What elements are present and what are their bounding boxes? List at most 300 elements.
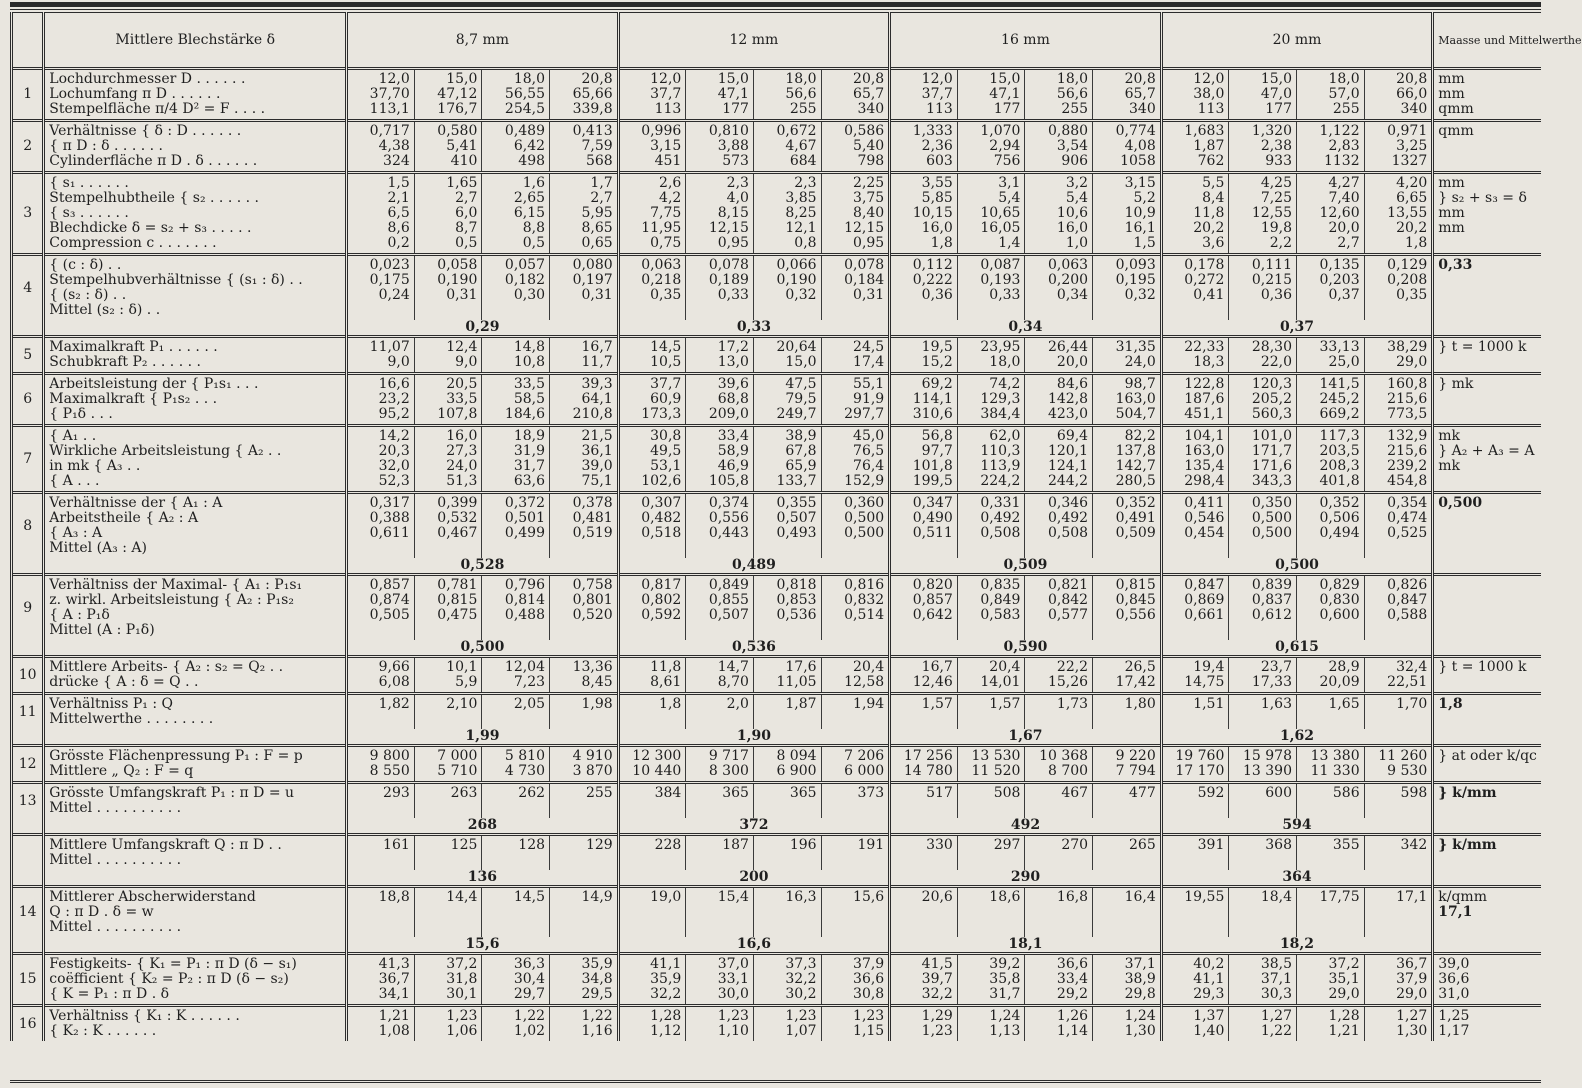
unit-line: 17,1 xyxy=(1438,904,1473,920)
value-cell xyxy=(957,337,1025,374)
value-cell xyxy=(1296,694,1364,730)
value-cell xyxy=(618,69,686,121)
value: 76,4 xyxy=(853,458,885,474)
value: 15,2 xyxy=(921,354,953,370)
value-cell xyxy=(1296,954,1364,1006)
value-cell xyxy=(414,121,482,173)
value: 8,4 xyxy=(1202,190,1225,206)
value: 1,80 xyxy=(1124,696,1156,712)
value: 191 xyxy=(857,837,885,853)
value: 0,505 xyxy=(369,607,410,623)
label-line: Mittlere „ Q₂ : F = q xyxy=(49,763,194,779)
value: 0,215 xyxy=(1251,272,1292,288)
value: 2,38 xyxy=(1260,138,1292,154)
value: 16,4 xyxy=(1124,889,1156,905)
value: 384,4 xyxy=(980,406,1021,422)
value: 31,8 xyxy=(446,971,478,987)
value: 0,815 xyxy=(437,592,478,608)
value-cell xyxy=(1296,173,1364,255)
value: 35,8 xyxy=(989,971,1021,987)
value: 0,31 xyxy=(853,287,885,303)
value: 451 xyxy=(654,153,682,169)
unit-line: } A₂ + A₃ = A xyxy=(1438,443,1535,459)
value: 18,0 xyxy=(1056,71,1089,87)
value: 20,5 xyxy=(446,376,478,392)
value: 1,65 xyxy=(1328,696,1360,712)
value: 297,7 xyxy=(844,406,885,422)
value: 2,05 xyxy=(513,696,546,712)
value: 7 000 xyxy=(437,748,478,764)
value-cell xyxy=(1093,337,1162,374)
units-cell xyxy=(1433,255,1541,321)
value: 37,3 xyxy=(785,956,817,972)
value: 32,0 xyxy=(378,458,410,474)
value: 0,826 xyxy=(1387,577,1428,593)
value: 0,355 xyxy=(776,495,817,511)
value: 3 870 xyxy=(572,763,613,779)
value-cell xyxy=(618,575,686,641)
value-cell xyxy=(550,493,619,559)
value: 17,33 xyxy=(1251,674,1292,690)
mean-row-r11 xyxy=(12,729,1542,746)
value: 0,8 xyxy=(794,235,817,251)
row-number-spacer xyxy=(12,870,44,887)
value: 0,857 xyxy=(369,577,410,593)
value: 1,07 xyxy=(785,1023,817,1039)
value: 0,190 xyxy=(776,272,817,288)
value-cell xyxy=(1025,426,1093,493)
value: 22,2 xyxy=(1056,659,1089,675)
value: 0,023 xyxy=(369,257,410,273)
value: 36,6 xyxy=(853,971,885,987)
value: 1,8 xyxy=(930,235,953,251)
value-cell xyxy=(1093,173,1162,255)
label-line: Mittlere Arbeits- { A₂ : s₂ = Q₂ . . xyxy=(49,659,284,675)
value: 20,6 xyxy=(921,889,953,905)
row-number: 10 xyxy=(12,657,44,694)
value-cell xyxy=(618,835,686,871)
value: 29,3 xyxy=(1193,986,1225,1002)
value: 1,5 xyxy=(387,175,410,191)
label-line: { s₁ . . . . . . xyxy=(49,175,129,191)
value: 74,2 xyxy=(989,376,1021,392)
value: 12,58 xyxy=(844,674,885,690)
value: 451,1 xyxy=(1184,406,1225,422)
value: 0,411 xyxy=(1184,495,1225,511)
label-line: Schubkraft P₂ . . . . . . xyxy=(49,354,201,370)
value: 0,378 xyxy=(572,495,613,511)
value-cell xyxy=(686,835,754,871)
value-cell xyxy=(686,746,754,783)
value: 5,95 xyxy=(581,205,613,221)
value: 0,5 xyxy=(455,235,478,251)
value: 19,8 xyxy=(1260,220,1292,236)
row-number: 3 xyxy=(12,173,44,255)
unit-line: } k/mm xyxy=(1438,837,1497,853)
value-cell xyxy=(821,69,890,121)
row-number: 2 xyxy=(12,121,44,173)
value: 0,855 xyxy=(708,592,749,608)
unit-line: 1,17 xyxy=(1438,1023,1470,1039)
label-line: Verhältniss der Maximal- { A₁ : P₁s₁ xyxy=(49,577,303,593)
value: 32,2 xyxy=(650,986,682,1002)
value: 0,218 xyxy=(641,272,682,288)
value: 177 xyxy=(993,101,1021,117)
label-line: { π D : δ . . . . . . xyxy=(49,138,163,154)
value: 177 xyxy=(1265,101,1292,117)
value: 33,4 xyxy=(717,428,749,444)
value-cell xyxy=(482,69,550,121)
value-cell xyxy=(1364,746,1433,783)
value-cell xyxy=(414,1006,482,1042)
value: 0,580 xyxy=(437,123,478,139)
value: 20,8 xyxy=(1396,71,1428,87)
table-row-r7 xyxy=(12,426,1542,493)
value-cell xyxy=(1364,426,1433,493)
value: 4,2 xyxy=(659,190,682,206)
group-mean: 0,37 xyxy=(1161,320,1433,337)
value-cell xyxy=(686,173,754,255)
value-cell xyxy=(347,337,415,374)
value-cell xyxy=(957,493,1025,559)
value-cell xyxy=(821,746,890,783)
label-line: Mittel . . . . . . . . . . xyxy=(49,852,182,868)
value: 0,500 xyxy=(1251,510,1292,526)
unit-line: mm xyxy=(1438,71,1465,87)
value: 184,6 xyxy=(504,406,546,422)
value: 0,501 xyxy=(504,510,546,526)
row-number: 7 xyxy=(12,426,44,493)
value: 16,0 xyxy=(1056,220,1089,236)
value: 0,32 xyxy=(1124,287,1156,303)
value-cell xyxy=(957,1006,1025,1042)
value: 2,3 xyxy=(794,175,817,191)
label-line: Verhältniss { K₁ : K . . . . . . xyxy=(49,1008,240,1024)
value: 6 900 xyxy=(776,763,817,779)
value: 60,9 xyxy=(650,391,682,407)
value-cell xyxy=(347,426,415,493)
group-mean: 0,29 xyxy=(347,320,619,337)
value-cell xyxy=(1229,374,1297,426)
value-cell xyxy=(1229,835,1297,871)
label-line: Q : π D . δ = w xyxy=(49,904,154,920)
value: 122,8 xyxy=(1184,376,1225,392)
header-label: Mittlere Blechstärke δ xyxy=(44,13,347,69)
value: 0,178 xyxy=(1184,257,1225,273)
value: 91,9 xyxy=(853,391,885,407)
value: 17,75 xyxy=(1319,889,1360,905)
value-cell xyxy=(618,337,686,374)
value: 0,352 xyxy=(1319,495,1360,511)
value: 9 530 xyxy=(1387,763,1428,779)
value: 0,317 xyxy=(369,495,410,511)
value-cell xyxy=(753,426,821,493)
value-cell xyxy=(821,835,890,871)
value: 0,65 xyxy=(581,235,613,251)
value: 0,135 xyxy=(1319,257,1360,273)
value-cell xyxy=(1296,374,1364,426)
value: 0,31 xyxy=(446,287,478,303)
value: 245,2 xyxy=(1319,391,1360,407)
value: 1,26 xyxy=(1056,1008,1089,1024)
value: 34,8 xyxy=(581,971,613,987)
value-cell xyxy=(347,694,415,730)
row-label xyxy=(44,694,347,730)
value-cell xyxy=(347,173,415,255)
value: 13 530 xyxy=(971,748,1021,764)
value: 0,35 xyxy=(650,287,682,303)
value: 75,1 xyxy=(581,473,613,489)
value-cell xyxy=(1296,887,1364,938)
value-cell xyxy=(414,374,482,426)
value: 38,9 xyxy=(785,428,817,444)
value: 0,832 xyxy=(844,592,885,608)
value: 5,9 xyxy=(455,674,478,690)
value: 37,7 xyxy=(921,86,953,102)
value: 0,95 xyxy=(853,235,885,251)
table-row-r14 xyxy=(12,887,1542,938)
value: 0,492 xyxy=(1047,510,1089,526)
value-cell xyxy=(482,374,550,426)
value-cell xyxy=(957,374,1025,426)
value: 16,05 xyxy=(980,220,1021,236)
value: 36,7 xyxy=(1396,956,1428,972)
value-cell xyxy=(686,954,754,1006)
value: 31,9 xyxy=(513,443,546,459)
value: 11 520 xyxy=(971,763,1021,779)
value: 330 xyxy=(926,837,953,853)
value-cell xyxy=(890,887,958,938)
value: 113 xyxy=(926,101,953,117)
table-row-r15 xyxy=(12,954,1542,1006)
units-spacer xyxy=(1433,870,1541,887)
value: 46,9 xyxy=(717,458,749,474)
value-cell xyxy=(1025,493,1093,559)
value: 9,0 xyxy=(387,354,410,370)
value-cell xyxy=(1093,746,1162,783)
value: 0,222 xyxy=(912,272,953,288)
value: 297 xyxy=(993,837,1021,853)
value: 15,0 xyxy=(785,354,817,370)
value: 1,02 xyxy=(513,1023,546,1039)
value-cell xyxy=(1161,1006,1229,1042)
group-mean: 0,34 xyxy=(890,320,1162,337)
value: 13,55 xyxy=(1387,205,1428,221)
unit-line: } at oder k/qc xyxy=(1438,748,1537,764)
value-cell xyxy=(1229,1006,1297,1042)
value-cell xyxy=(1161,173,1229,255)
value-cell xyxy=(753,887,821,938)
label-line: Maximalkraft P₁ . . . . . . xyxy=(49,339,218,355)
value: 262 xyxy=(518,785,546,801)
value: 454,8 xyxy=(1387,473,1428,489)
value: 0,129 xyxy=(1387,257,1428,273)
value: 29,8 xyxy=(1124,986,1156,1002)
value: 20,0 xyxy=(1328,220,1360,236)
row-label xyxy=(44,69,347,121)
value-cell xyxy=(1025,69,1093,121)
value-cell xyxy=(890,575,958,641)
value: 5,5 xyxy=(1202,175,1225,191)
label-line: { K = P₁ : π D . δ xyxy=(49,986,170,1002)
value: 13,36 xyxy=(572,659,613,675)
value: 255 xyxy=(1061,101,1089,117)
value: 62,0 xyxy=(989,428,1021,444)
value: 49,5 xyxy=(650,443,682,459)
value-cell xyxy=(1161,887,1229,938)
value: 8,25 xyxy=(785,205,817,221)
value-cell xyxy=(1093,694,1162,730)
value-cell xyxy=(1364,783,1433,819)
value: 20,0 xyxy=(1056,354,1089,370)
value-cell xyxy=(890,694,958,730)
units-cell xyxy=(1433,746,1541,783)
value: 1,8 xyxy=(659,696,682,712)
group-mean: 0,615 xyxy=(1161,640,1433,657)
value: 1,70 xyxy=(1396,696,1428,712)
value-cell xyxy=(1296,121,1364,173)
value: 1,22 xyxy=(1260,1023,1292,1039)
value: 3,54 xyxy=(1056,138,1089,154)
value-cell xyxy=(1093,374,1162,426)
units-cell xyxy=(1433,493,1541,559)
value: 340 xyxy=(1129,101,1156,117)
value-cell xyxy=(686,694,754,730)
value-cell xyxy=(1093,255,1162,321)
value: 0,491 xyxy=(1115,510,1156,526)
value: 37,2 xyxy=(1328,956,1360,972)
value: 14,8 xyxy=(513,339,546,355)
unit-line: qmm xyxy=(1438,123,1474,139)
value: 19 760 xyxy=(1175,748,1225,764)
row-label xyxy=(44,255,347,321)
value: 107,8 xyxy=(437,406,478,422)
group-mean: 0,489 xyxy=(618,558,890,575)
value: 2,2 xyxy=(1269,235,1292,251)
row-label xyxy=(44,493,347,559)
value: 1,23 xyxy=(921,1023,953,1039)
value: 1,23 xyxy=(853,1008,885,1024)
value: 7,59 xyxy=(581,138,613,154)
value: 120,1 xyxy=(1047,443,1089,459)
value-cell xyxy=(1161,954,1229,1006)
row-label xyxy=(44,887,347,938)
value-cell xyxy=(1364,694,1433,730)
value: 3,25 xyxy=(1396,138,1428,154)
value-cell xyxy=(1296,255,1364,321)
value-cell xyxy=(618,694,686,730)
value: 0,200 xyxy=(1047,272,1089,288)
value: 47,5 xyxy=(785,376,817,392)
value: 4,38 xyxy=(378,138,410,154)
value: 12,0 xyxy=(921,71,953,87)
value: 20,2 xyxy=(1193,220,1225,236)
row-number: 5 xyxy=(12,337,44,374)
row-label xyxy=(44,337,347,374)
value: 0,525 xyxy=(1387,525,1428,541)
value: 66,0 xyxy=(1396,86,1428,102)
table-row-r11 xyxy=(12,694,1542,730)
value: 3,15 xyxy=(1124,175,1156,191)
value: 9,0 xyxy=(455,354,478,370)
value-cell xyxy=(821,255,890,321)
value: 17,4 xyxy=(853,354,885,370)
group-mean: 1,62 xyxy=(1161,729,1433,746)
value: 2,36 xyxy=(921,138,953,154)
value: 56,6 xyxy=(785,86,817,102)
value: 0,847 xyxy=(1184,577,1225,593)
value: 37,7 xyxy=(650,376,682,392)
value: 0,078 xyxy=(708,257,749,273)
value: 117,3 xyxy=(1319,428,1360,444)
value: 1,63 xyxy=(1260,696,1292,712)
value: 0,514 xyxy=(844,607,885,623)
value: 7 206 xyxy=(844,748,885,764)
value-cell xyxy=(550,374,619,426)
value: 0,869 xyxy=(1184,592,1225,608)
value: 2,7 xyxy=(455,190,478,206)
value-cell xyxy=(686,426,754,493)
value: 7,75 xyxy=(650,205,682,221)
value: 1,28 xyxy=(1328,1008,1360,1024)
value: 65,66 xyxy=(572,86,613,102)
value: 30,3 xyxy=(1260,986,1292,1002)
value: 142,8 xyxy=(1047,391,1089,407)
value: 1,0 xyxy=(1065,235,1089,251)
value: 0,492 xyxy=(980,510,1021,526)
label-line: Verhältniss P₁ : Q xyxy=(49,696,174,712)
value: 1,23 xyxy=(717,1008,749,1024)
value-cell xyxy=(686,887,754,938)
value: 0,443 xyxy=(708,525,749,541)
value-cell xyxy=(821,173,890,255)
value-cell xyxy=(753,783,821,819)
value: 12,0 xyxy=(378,71,410,87)
value: 498 xyxy=(518,153,546,169)
value: 0,467 xyxy=(437,525,478,541)
value: 161 xyxy=(383,837,410,853)
value: 0,518 xyxy=(641,525,682,541)
value-cell xyxy=(1025,746,1093,783)
value-cell xyxy=(347,783,415,819)
label-line: Wirkliche Arbeitsleistung { A₂ . . xyxy=(49,443,282,459)
value: 0,063 xyxy=(641,257,682,273)
value: 12,60 xyxy=(1319,205,1360,221)
value: 37,9 xyxy=(1396,971,1428,987)
value-cell xyxy=(686,657,754,694)
value-cell xyxy=(890,954,958,1006)
unit-line: mm xyxy=(1438,86,1465,102)
value: 1,29 xyxy=(921,1008,953,1024)
value-cell xyxy=(1364,493,1433,559)
value-cell xyxy=(1296,657,1364,694)
value: 0,774 xyxy=(1115,123,1156,139)
value: 1,82 xyxy=(378,696,410,712)
value: 6,65 xyxy=(1396,190,1428,206)
value: 1,320 xyxy=(1251,123,1292,139)
value: 176,7 xyxy=(437,101,478,117)
value: 34,1 xyxy=(378,986,410,1002)
value: 17 256 xyxy=(903,748,953,764)
value: 0,507 xyxy=(708,607,749,623)
value-cell xyxy=(550,575,619,641)
value: 37,1 xyxy=(1124,956,1156,972)
value: 0,837 xyxy=(1251,592,1292,608)
row-label xyxy=(44,783,347,819)
value: 0,499 xyxy=(504,525,546,541)
label-line: Mittlerer Abscherwiderstand xyxy=(49,889,256,905)
value-cell xyxy=(482,887,550,938)
